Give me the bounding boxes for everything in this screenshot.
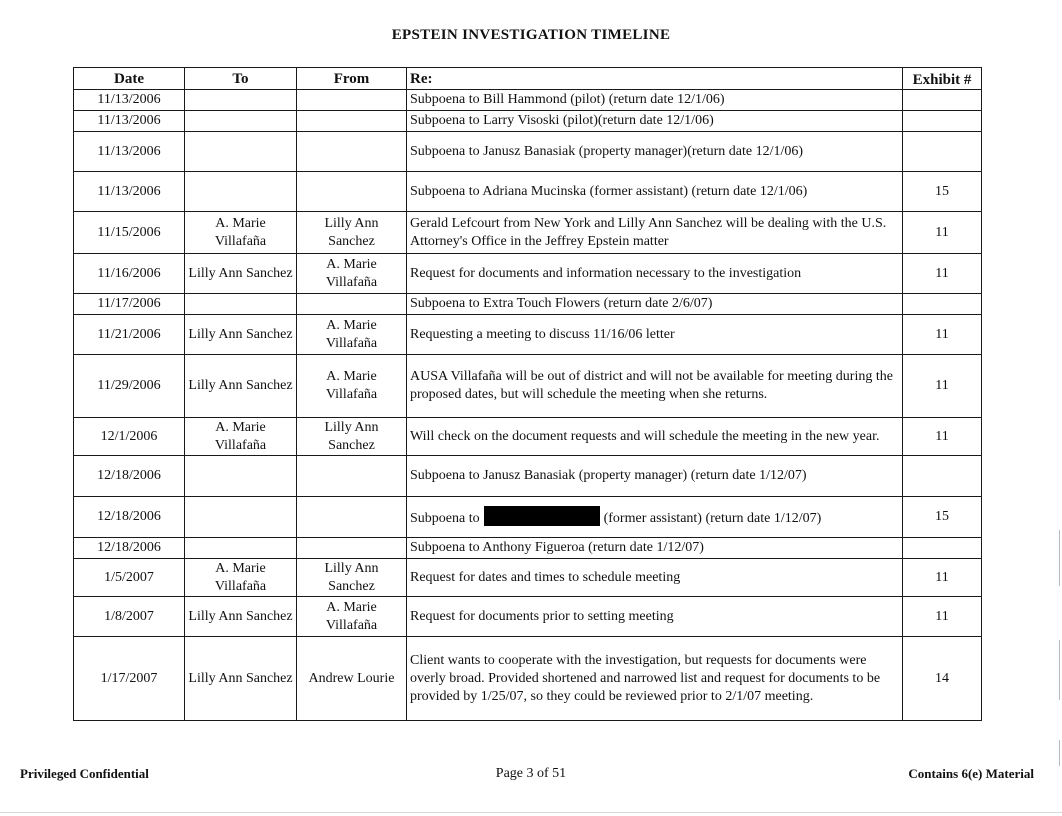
cell-to bbox=[185, 538, 297, 559]
cell-from bbox=[297, 294, 407, 315]
table-row bbox=[74, 637, 982, 721]
cell-re: Subpoena to Larry Visoski (pilot)(return date 12/1/06) bbox=[407, 111, 903, 132]
cell-re: Request for documents and information necessary to the investigation bbox=[407, 254, 903, 294]
cell-from bbox=[297, 497, 407, 538]
table-row bbox=[74, 132, 982, 172]
cell-date: 1/5/2007 bbox=[74, 559, 185, 597]
cell-date: 11/13/2006 bbox=[74, 111, 185, 132]
cell-date: 11/29/2006 bbox=[74, 355, 185, 418]
cell-exhibit: 14 bbox=[903, 637, 982, 721]
cell-date: 12/18/2006 bbox=[74, 538, 185, 559]
cell-date: 12/18/2006 bbox=[74, 497, 185, 538]
scan-edge-mark bbox=[1059, 640, 1060, 700]
cell-from: Lilly Ann Sanchez bbox=[297, 212, 407, 254]
footer-6e-label: Contains 6(e) Material bbox=[908, 766, 1034, 781]
table-row bbox=[74, 559, 982, 597]
cell-to: Lilly Ann Sanchez bbox=[185, 355, 297, 418]
cell-to: Lilly Ann Sanchez bbox=[185, 254, 297, 294]
cell-exhibit bbox=[903, 456, 982, 497]
cell-date: 11/15/2006 bbox=[74, 212, 185, 254]
re-text-before: Subpoena to bbox=[410, 511, 480, 526]
cell-exhibit: 15 bbox=[903, 497, 982, 538]
scan-edge-mark bbox=[1059, 530, 1060, 586]
table-row bbox=[74, 497, 982, 538]
cell-date: 11/17/2006 bbox=[74, 294, 185, 315]
redaction-block bbox=[484, 506, 600, 526]
cell-from bbox=[297, 456, 407, 497]
cell-re: Requesting a meeting to discuss 11/16/06 letter bbox=[407, 315, 903, 355]
header-date: Date bbox=[74, 68, 185, 90]
cell-to bbox=[185, 111, 297, 132]
cell-re: Subpoena to Janusz Banasiak (property manager) (return date 1/12/07) bbox=[407, 456, 903, 497]
cell-exhibit: 11 bbox=[903, 254, 982, 294]
table-row bbox=[74, 355, 982, 418]
table-row bbox=[74, 90, 982, 111]
cell-date: 11/21/2006 bbox=[74, 315, 185, 355]
cell-from: A. Marie Villafaña bbox=[297, 254, 407, 294]
cell-re: AUSA Villafaña will be out of district and will not be available for meeting during the proposed dates, but will schedule the meeting when she returns. bbox=[407, 355, 903, 418]
cell-to: Lilly Ann Sanchez bbox=[185, 315, 297, 355]
table-row bbox=[74, 212, 982, 254]
cell-from bbox=[297, 538, 407, 559]
table-row bbox=[74, 315, 982, 355]
cell-to bbox=[185, 456, 297, 497]
cell-from: A. Marie Villafaña bbox=[297, 597, 407, 637]
table-row bbox=[74, 456, 982, 497]
cell-exhibit bbox=[903, 132, 982, 172]
table-row bbox=[74, 538, 982, 559]
cell-to: A. Marie Villafaña bbox=[185, 212, 297, 254]
cell-exhibit: 11 bbox=[903, 418, 982, 456]
cell-date: 11/13/2006 bbox=[74, 90, 185, 111]
page-bottom-edge bbox=[0, 812, 1062, 813]
cell-exhibit: 11 bbox=[903, 355, 982, 418]
cell-re bbox=[407, 497, 903, 538]
cell-date: 1/17/2007 bbox=[74, 637, 185, 721]
timeline-table bbox=[73, 67, 982, 721]
cell-re: Request for documents prior to setting meeting bbox=[407, 597, 903, 637]
cell-from: Andrew Lourie bbox=[297, 637, 407, 721]
cell-re: Client wants to cooperate with the investigation, but requests for documents were overly broad. Provided shortened and narrowed list and request for documents to be provided by 1/25/07, so they could be reviewed prior to 2/1/07 meeting. bbox=[407, 637, 903, 721]
table-row bbox=[74, 294, 982, 315]
cell-to: Lilly Ann Sanchez bbox=[185, 637, 297, 721]
cell-exhibit: 15 bbox=[903, 172, 982, 212]
cell-re: Will check on the document requests and will schedule the meeting in the new year. bbox=[407, 418, 903, 456]
cell-re: Subpoena to Extra Touch Flowers (return date 2/6/07) bbox=[407, 294, 903, 315]
cell-exhibit bbox=[903, 538, 982, 559]
cell-exhibit: 11 bbox=[903, 597, 982, 637]
cell-exhibit: 11 bbox=[903, 559, 982, 597]
table-row bbox=[74, 111, 982, 132]
cell-exhibit bbox=[903, 111, 982, 132]
header-to: To bbox=[185, 68, 297, 90]
cell-date: 1/8/2007 bbox=[74, 597, 185, 637]
header-row bbox=[74, 68, 982, 90]
cell-to bbox=[185, 294, 297, 315]
table-row bbox=[74, 254, 982, 294]
cell-re: Gerald Lefcourt from New York and Lilly Ann Sanchez will be dealing with the U.S. Attorney's Office in the Jeffrey Epstein matter bbox=[407, 212, 903, 254]
cell-to bbox=[185, 90, 297, 111]
cell-from: A. Marie Villafaña bbox=[297, 315, 407, 355]
cell-exhibit: 11 bbox=[903, 315, 982, 355]
header-exhibit: Exhibit # bbox=[903, 68, 982, 90]
cell-from: Lilly Ann Sanchez bbox=[297, 418, 407, 456]
scan-edge-mark bbox=[1059, 740, 1060, 766]
cell-to bbox=[185, 172, 297, 212]
cell-date: 11/13/2006 bbox=[74, 172, 185, 212]
cell-from: Lilly Ann Sanchez bbox=[297, 559, 407, 597]
cell-date: 11/16/2006 bbox=[74, 254, 185, 294]
re-text-after: (former assistant) (return date 1/12/07) bbox=[603, 511, 822, 526]
document-title: EPSTEIN INVESTIGATION TIMELINE bbox=[391, 27, 671, 43]
cell-to: A. Marie Villafaña bbox=[185, 418, 297, 456]
cell-re: Subpoena to Anthony Figueroa (return date 1/12/07) bbox=[407, 538, 903, 559]
cell-to bbox=[185, 497, 297, 538]
cell-to: Lilly Ann Sanchez bbox=[185, 597, 297, 637]
cell-from bbox=[297, 172, 407, 212]
cell-date: 12/1/2006 bbox=[74, 418, 185, 456]
table-row bbox=[74, 418, 982, 456]
cell-date: 12/18/2006 bbox=[74, 456, 185, 497]
header-re: Re: bbox=[407, 68, 903, 90]
table-row bbox=[74, 597, 982, 637]
page-number: Page 3 of 51 bbox=[495, 766, 567, 781]
cell-date: 11/13/2006 bbox=[74, 132, 185, 172]
cell-to bbox=[185, 132, 297, 172]
cell-re: Subpoena to Bill Hammond (pilot) (return date 12/1/06) bbox=[407, 90, 903, 111]
cell-exhibit: 11 bbox=[903, 212, 982, 254]
cell-to: A. Marie Villafaña bbox=[185, 559, 297, 597]
cell-from: A. Marie Villafaña bbox=[297, 355, 407, 418]
cell-re: Request for dates and times to schedule meeting bbox=[407, 559, 903, 597]
footer-privileged-label: Privileged Confidential bbox=[20, 766, 149, 781]
cell-from bbox=[297, 90, 407, 111]
cell-re: Subpoena to Adriana Mucinska (former assistant) (return date 12/1/06) bbox=[407, 172, 903, 212]
cell-exhibit bbox=[903, 90, 982, 111]
cell-re: Subpoena to Janusz Banasiak (property manager)(return date 12/1/06) bbox=[407, 132, 903, 172]
cell-exhibit bbox=[903, 294, 982, 315]
header-from: From bbox=[297, 68, 407, 90]
cell-from bbox=[297, 132, 407, 172]
cell-from bbox=[297, 111, 407, 132]
table-row bbox=[74, 172, 982, 212]
